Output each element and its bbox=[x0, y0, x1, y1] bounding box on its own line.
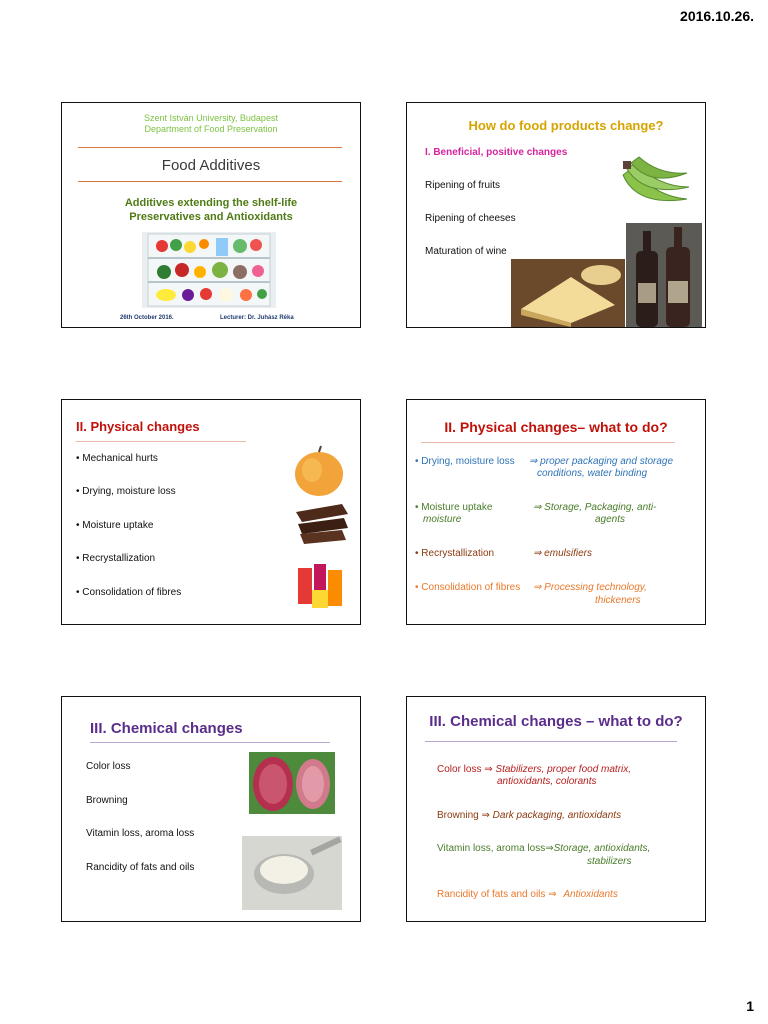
slide-title: How do food products change? bbox=[468, 118, 664, 133]
bullet-item: • Moisture uptake bbox=[76, 520, 154, 531]
action-remedy: ⇒ Storage, Packaging, anti- bbox=[533, 502, 657, 513]
document-date: 2016.10.26. bbox=[680, 8, 754, 24]
slide-product-changes bbox=[406, 102, 706, 328]
slide-physical-changes bbox=[61, 399, 361, 625]
divider bbox=[78, 181, 342, 182]
action-remedy-line2: conditions, water binding bbox=[537, 468, 648, 479]
section-heading: I. Beneficial, positive changes bbox=[425, 147, 568, 158]
bullet-item: • Consolidation of fibres bbox=[76, 587, 182, 598]
subtitle-line1: Additives extending the shelf-life bbox=[124, 197, 298, 209]
department-name: Department of Food Preservation bbox=[144, 124, 278, 134]
divider bbox=[76, 441, 246, 442]
list-item: Ripening of cheeses bbox=[425, 213, 516, 224]
university-name: Szent István University, Budapest bbox=[144, 113, 278, 123]
list-item: Ripening of fruits bbox=[425, 180, 501, 191]
action-row: • Drying, moisture loss bbox=[415, 456, 515, 467]
cheese-image bbox=[511, 259, 625, 327]
divider bbox=[90, 742, 330, 743]
action-row: • Recrystallization bbox=[415, 548, 495, 559]
spoon-fat-image bbox=[242, 836, 342, 910]
slide-title bbox=[61, 102, 361, 328]
divider bbox=[421, 442, 675, 443]
action-row: Rancidity of fats and oils ⇒ Antioxidants bbox=[437, 889, 618, 900]
action-remedy-line2: stabilizers bbox=[587, 856, 632, 867]
action-row: Color loss ⇒ Stabilizers, proper food matrix, bbox=[437, 764, 632, 775]
slide-title: III. Chemical changes bbox=[90, 720, 243, 737]
list-item: Browning bbox=[86, 795, 128, 806]
list-item: Color loss bbox=[86, 761, 131, 772]
action-row: Browning ⇒ Dark packaging, antioxidants bbox=[437, 810, 622, 821]
action-remedy-line2: antioxidants, colorants bbox=[497, 776, 597, 787]
slide-title: II. Physical changes bbox=[76, 419, 200, 434]
banana-image bbox=[617, 147, 693, 215]
lecturer-name: Lecturer: Dr. Juhász Réka bbox=[220, 315, 294, 321]
action-row: Vitamin loss, aroma loss⇒Storage, antioxidants, bbox=[437, 843, 651, 854]
slide-title: II. Physical changes– what to do? bbox=[444, 419, 668, 435]
action-row-line2: moisture bbox=[423, 514, 462, 525]
slide-main-title: Food Additives bbox=[161, 157, 261, 174]
list-item: Vitamin loss, aroma loss bbox=[86, 828, 195, 839]
list-item: Rancidity of fats and oils bbox=[86, 862, 195, 873]
fridge-image bbox=[142, 232, 276, 308]
bullet-item: • Drying, moisture loss bbox=[76, 486, 176, 497]
slide-title: III. Chemical changes – what to do? bbox=[429, 713, 683, 730]
chocolate-image bbox=[294, 502, 350, 544]
wine-bottles-image bbox=[626, 223, 702, 327]
bullet-item: • Recrystallization bbox=[76, 553, 156, 564]
juice-glasses-image bbox=[294, 560, 350, 610]
slide-physical-actions bbox=[406, 399, 706, 625]
slide-chemical-changes bbox=[61, 696, 361, 922]
slide-date: 26th October 2016. bbox=[120, 315, 174, 321]
list-item: Maturation of wine bbox=[425, 246, 507, 257]
action-row: • Moisture uptake bbox=[415, 502, 493, 513]
action-remedy: ⇒ proper packaging and storage bbox=[529, 456, 674, 467]
action-row: • Consolidation of fibres bbox=[415, 582, 521, 593]
action-remedy: ⇒ Processing technology, bbox=[533, 582, 647, 593]
action-remedy-line2: agents bbox=[595, 514, 626, 525]
ham-slices-image bbox=[249, 752, 335, 814]
divider bbox=[78, 147, 342, 148]
action-remedy: ⇒ emulsifiers bbox=[533, 548, 592, 559]
divider bbox=[425, 741, 677, 742]
bullet-item: • Mechanical hurts bbox=[76, 453, 158, 464]
subtitle-line2: Preservatives and Antioxidants bbox=[129, 211, 293, 223]
apple-image bbox=[292, 444, 346, 498]
page-number: 1 bbox=[746, 998, 754, 1014]
action-remedy-line2: thickeners bbox=[595, 595, 641, 606]
slide-chemical-actions bbox=[406, 696, 706, 922]
